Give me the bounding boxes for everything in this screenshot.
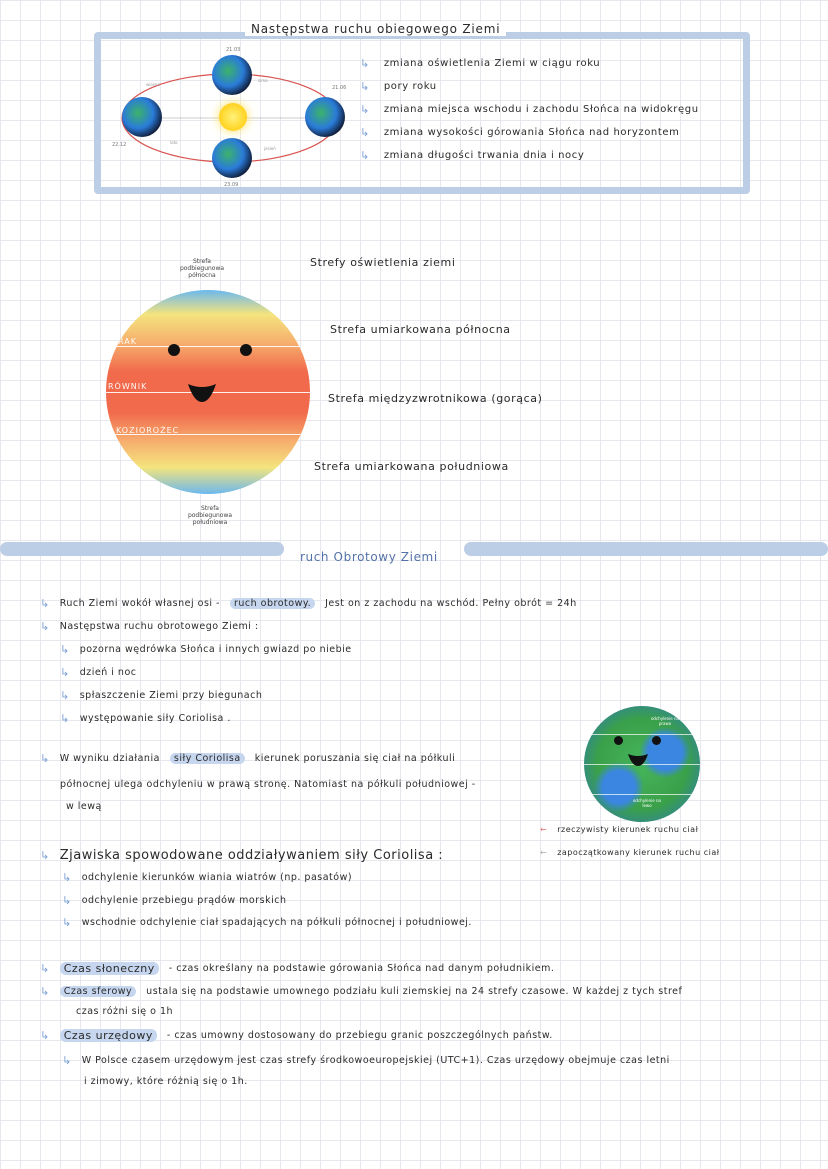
phenomena-title-row: ↳ Zjawiska spowodowane oddziaływaniem siły Coriolisa : xyxy=(40,848,444,863)
orbit-label: jesień xyxy=(264,146,276,151)
north-pole-label: Strefa podbiegunowa północna xyxy=(179,258,225,279)
solar-time-row: ↳ Czas słoneczny - czas określany na podstawie górowania Słońca nad danym południkiem. xyxy=(40,962,555,975)
globe-label: odchylenie na prawo xyxy=(650,716,680,726)
arrow-bullet-icon: ↳ xyxy=(40,620,50,633)
zone-label: Strefa umiarkowana północna xyxy=(330,323,511,336)
arrow-bullet-icon: ↳ xyxy=(360,126,370,139)
list-item: ↳ dzień i noc xyxy=(60,666,137,679)
face-eye xyxy=(652,736,661,745)
earth-right xyxy=(305,97,345,137)
legend-item: ← rzeczywisty kierunek ruchu ciał xyxy=(540,825,699,834)
tropic-cancer-line xyxy=(106,346,310,347)
arrow-bullet-icon: ↳ xyxy=(360,149,370,162)
coriolis-desc-line3: w lewą xyxy=(66,801,102,812)
arrow-bullet-icon: ↳ xyxy=(60,643,70,656)
list-item: ↳ zmiana oświetlenia Ziemi w ciągu roku xyxy=(360,57,601,70)
legend-item: ← zapoczątkowany kierunek ruchu ciał xyxy=(540,848,720,857)
face-eye xyxy=(168,344,180,356)
line-label: RAK xyxy=(118,337,137,346)
arrow-bullet-icon: ↳ xyxy=(40,597,50,610)
arrow-bullet-icon: ↳ xyxy=(40,849,50,862)
arrow-bullet-icon: ↳ xyxy=(62,916,72,929)
zonal-time-line2: czas różni się o 1h xyxy=(76,1006,174,1017)
face-smile xyxy=(186,382,218,406)
south-pole-label: Strefa podbiegunowa południowa xyxy=(187,505,233,526)
list-item: ↳ pozorna wędrówka Słońca i innych gwiazd po niebie xyxy=(60,643,352,656)
poland-time-line2: i zimowy, które różnią się o 1h. xyxy=(84,1076,248,1087)
arrow-bullet-icon: ↳ xyxy=(62,894,72,907)
section-band-right xyxy=(464,542,828,556)
coriolis-desc-line2: północnej ulega odchyleniu w prawą stronę. Natomiast na półkuli południowej - xyxy=(60,779,476,790)
earth-left xyxy=(122,97,162,137)
section-band-left xyxy=(0,542,284,556)
zone-label: Strefa międzyzwrotnikowa (gorąca) xyxy=(328,392,543,405)
arrow-bullet-icon: ↳ xyxy=(62,1054,72,1067)
date-label: 21.06 xyxy=(332,85,347,91)
line-label: KOZIOROŻEC xyxy=(116,426,180,435)
latitude-line xyxy=(584,734,700,735)
arrow-bullet-icon: ↳ xyxy=(60,712,70,725)
list-item: ↳ zmiana miejsca wschodu i zachodu Słońca na widokręgu xyxy=(360,103,699,116)
orbit-label: zima xyxy=(258,78,268,83)
earth-bottom xyxy=(212,138,252,178)
face-smile xyxy=(626,752,650,768)
list-item: ↳ odchylenie przebiegu prądów morskich xyxy=(62,894,287,907)
arrow-bullet-icon: ↳ xyxy=(360,57,370,70)
zones-title: Strefy oświetlenia ziemi xyxy=(310,256,456,269)
arrow-bullet-icon: ↳ xyxy=(62,871,72,884)
line-label: RÓWNIK xyxy=(108,382,148,391)
face-eye xyxy=(240,344,252,356)
orbit-label: lato xyxy=(170,140,178,145)
arrow-bullet-icon: ↳ xyxy=(360,103,370,116)
list-item: ↳ wschodnie odchylenie ciał spadających na półkuli północnej i południowej. xyxy=(62,916,472,929)
poland-time-row: ↳ W Polsce czasem urzędowym jest czas strefy środkowoeuropejskiej (UTC+1). Czas urzędowy obejmuje czas letni xyxy=(62,1054,670,1067)
globe-label: odchylenie na lewo xyxy=(632,798,662,808)
sun-icon xyxy=(219,103,247,131)
list-item: ↳ występowanie siły Coriolisa . xyxy=(60,712,231,725)
zone-label: Strefa umiarkowana południowa xyxy=(314,460,509,473)
list-item: ↳ spłaszczenie Ziemi przy biegunach xyxy=(60,689,263,702)
list-item: ↳ zmiana wysokości górowania Słońca nad horyzontem xyxy=(360,126,680,139)
official-time-row: ↳ Czas urzędowy - czas umowny dostosowany do przebiegu granic poszczególnych państw. xyxy=(40,1029,553,1042)
date-label: 22.12 xyxy=(112,142,127,148)
rotation-intro: ↳ Ruch Ziemi wokół własnej osi - ruch obrotowy. Jest on z zachodu na wschód. Pełny obrót = 24h xyxy=(40,597,577,610)
effects-title-row: ↳ Następstwa ruchu obrotowego Ziemi : xyxy=(40,620,259,633)
orbit-title: Następstwa ruchu obiegowego Ziemi xyxy=(245,22,506,36)
arrow-bullet-icon: ↳ xyxy=(360,80,370,93)
arrow-bullet-icon: ↳ xyxy=(60,666,70,679)
arrow-bullet-icon: ↳ xyxy=(40,1029,50,1042)
coriolis-desc: ↳ W wyniku działania siły Coriolisa kierunek poruszania się ciał na półkuli xyxy=(40,752,456,765)
face-eye xyxy=(614,736,623,745)
earth-top xyxy=(212,55,252,95)
arrow-bullet-icon: ↳ xyxy=(60,689,70,702)
list-item: ↳ odchylenie kierunków wiania wiatrów (np. pasatów) xyxy=(62,871,353,884)
date-label: 21.03 xyxy=(226,47,241,53)
latitude-line xyxy=(584,794,700,795)
coriolis-globe xyxy=(584,706,700,822)
list-item: ↳ pory roku xyxy=(360,80,437,93)
arrow-bullet-icon: ↳ xyxy=(40,962,50,975)
orbit-list xyxy=(360,52,699,167)
zones-globe xyxy=(106,290,310,494)
arrow-left-icon: ← xyxy=(540,825,548,834)
zonal-time-row: ↳ Czas sferowy ustala się na podstawie umownego podziału kuli ziemskiej na 24 strefy czasowe. W każdej z tych stref xyxy=(40,985,683,998)
arrow-bullet-icon: ↳ xyxy=(40,752,50,765)
arrow-bullet-icon: ↳ xyxy=(40,985,50,998)
rotation-title: ruch Obrotowy Ziemi xyxy=(300,550,438,564)
list-item: ↳ zmiana długości trwania dnia i nocy xyxy=(360,149,585,162)
date-label: 23.09 xyxy=(224,182,239,188)
arrow-left-icon: ← xyxy=(540,848,548,857)
orbit-label: wiosna xyxy=(146,82,160,87)
